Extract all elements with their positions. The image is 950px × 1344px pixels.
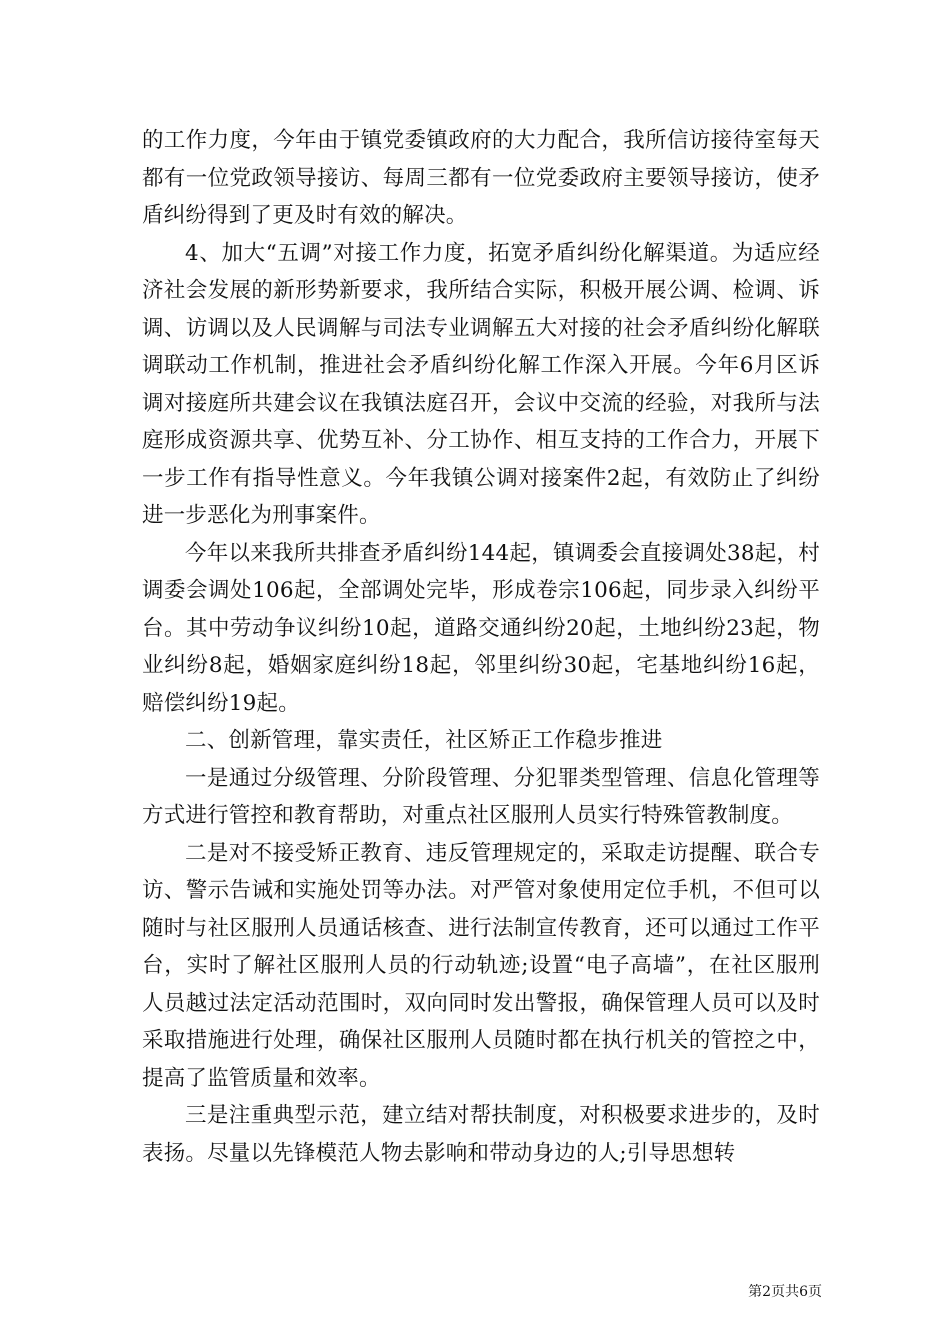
section-heading: 二、创新管理，靠实责任，社区矫正工作稳步推进 [185,728,663,753]
paragraph: 4、加大“五调”对接工作力度，拓宽矛盾纠纷化解渠道。为适应经济社会发展的新形势新要求，我所结合实际，积极开展公调、检调、诉调、访调以及人民调解与司法专业调解五大对接的社会矛盾纠纷化解联调联动工作机制，推进社会矛盾纠纷化解工作深入开展。今年6月区诉调对接庭所共建会议在我镇法庭召开，会议中交流的经验，对我所与法庭形成资源共享、优势互补、分工协作、相互支持的工作合力，开展下一步工作有指导性意义。今年我镇公调对接案件2起，有效防止了纠纷进一步恶化为刑事案件。 [142,240,820,528]
document-body [142,122,820,1172]
paragraph: 一是通过分级管理、分阶段管理、分犯罪类型管理、信息化管理等方式进行管控和教育帮助，对重点社区服刑人员实行特殊管教制度。 [142,765,820,828]
paragraph: 今年以来我所共排查矛盾纠纷144起，镇调委会直接调处38起，村调委会调处106起，全部调处完毕，形成卷宗106起，同步录入纠纷平台。其中劳动争议纠纷10起，道路交通纠纷20起，土地纠纷23起，物业纠纷8起，婚姻家庭纠纷18起，邻里纠纷30起，宅基地纠纷16起，赔偿纠纷19起。 [142,540,820,716]
paragraph: 二是对不接受矫正教育、违反管理规定的，采取走访提醒、联合专访、警示告诫和实施处罚等办法。对严管对象使用定位手机，不但可以随时与社区服刑人员通话核查、进行法制宣传教育，还可以通过工作平台，实时了解社区服刑人员的行动轨迹;设置“电子高墙”，在社区服刑人员越过法定活动范围时，双向同时发出警报，确保管理人员可以及时采取措施进行处理，确保社区服刑人员随时都在执行机关的管控之中，提高了监管质量和效率。 [142,840,820,1091]
paragraph: 的工作力度，今年由于镇党委镇政府的大力配合，我所信访接待室每天都有一位党政领导接访、每周三都有一位党委政府主要领导接访，使矛盾纠纷得到了更及时有效的解决。 [142,128,820,228]
paragraph: 三是注重典型示范，建立结对帮扶制度，对积极要求进步的，及时表扬。尽量以先锋模范人物去影响和带动身边的人;引导思想转 [142,1103,820,1166]
page-number: 第2页共6页 [748,1284,822,1300]
